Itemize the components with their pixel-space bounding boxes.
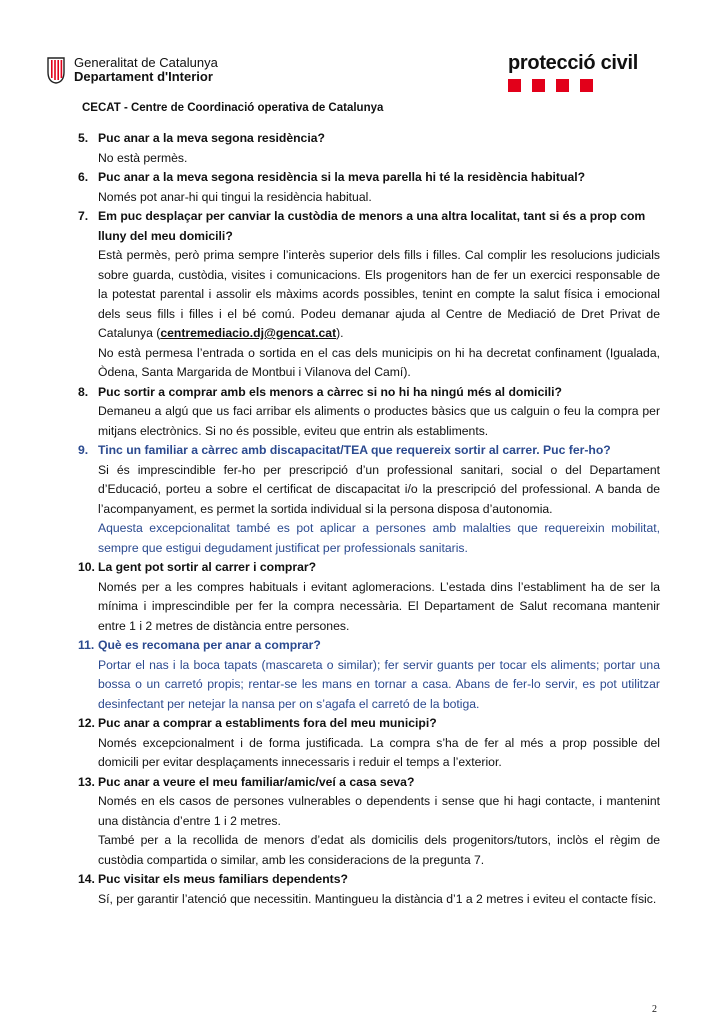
question-number: 13. xyxy=(78,774,95,789)
answer-text: Si és imprescindible fer-ho per prescripció d’un professional sanitari, social o del Departament d’Educació, porteu a sobre el certificat de discapacitat i/o la prescripció del professional. A banda de l’acompanyament, es permet la sortida individual si la persona disposa d’autonomia. xyxy=(98,462,660,516)
org-line1: Generalitat de Catalunya xyxy=(74,55,218,70)
answer-text: Només per a les compres habituals i evitant aglomeracions. L’estada dins l’establiment ha de ser la mínima i imprescindible per fer la compra necessària. El Departament de Salut recomana mantenir entre 1 i 2 metres de distància entre persones. xyxy=(98,579,660,633)
answer-text: Aquesta excepcionalitat també es pot aplicar a persones amb malalties que requereixin mobilitat, sempre que estigui degudament justificat per professionals sanitaris. xyxy=(98,521,660,555)
faq-item-9 xyxy=(78,441,660,558)
answer-text xyxy=(98,246,660,344)
question-text: La gent pot sortir al carrer i comprar? xyxy=(98,560,317,574)
answer-text-part: ). xyxy=(336,326,344,340)
answer-text: Només en els casos de persones vulnerables o dependents i sense que hi hagi contacte, i mantenint una distància d’entre 1 i 2 metres. xyxy=(98,794,660,828)
answer-text: Sí, per garantir l’atenció que necessitin. Mantingueu la distància d’1 a 2 metres i eviteu el contacte físic. xyxy=(98,891,657,906)
question-number: 11. xyxy=(78,638,95,652)
question-number: 10. xyxy=(78,560,95,574)
question-number: 6. xyxy=(78,170,89,184)
question-text: Em puc desplaçar per canviar la custòdia de menors a una altra localitat, tant si és a prop com lluny del meu domicili? xyxy=(98,209,646,243)
answer-text: No està permès. xyxy=(98,150,188,165)
faq-item-6 xyxy=(78,168,660,207)
answer-text: Portar el nas i la boca tapats (mascareta o similar); fer servir guants per tocar els aliments; portar una bossa o un carretó propis; rentar-se les mans en tornar a casa. Abans de fer-lo servir, es pot utilitzar desinfectant per netejar la nansa per on s’agafa el carretó de la botiga. xyxy=(98,657,660,711)
pc-squares-icon xyxy=(508,79,638,92)
answer-text: No està permesa l’entrada o sortida en el cas dels municipis on hi ha decretat confinament (Igualada, Òdena, Santa Margarida de Montbui i Vilanova del Camí). xyxy=(98,345,660,379)
question-number: 7. xyxy=(78,209,89,223)
question-text: Puc anar a veure el meu familiar/amic/veí a casa seva? xyxy=(98,774,415,789)
question-text: Què es recomana per anar a comprar? xyxy=(98,638,321,652)
faq-item-10 xyxy=(78,558,660,636)
org-line2: Departament d'Interior xyxy=(74,69,213,84)
org-name xyxy=(74,56,218,84)
question-number: 9. xyxy=(78,443,89,457)
answer-text: Només excepcionalment i de forma justificada. La compra s’ha de fer al més a prop possible del domicili per evitar desplaçaments innecessaris i reduir el temps a l’exterior. xyxy=(98,735,660,769)
proteccio-civil-logo xyxy=(508,52,638,92)
question-text: Puc sortir a comprar amb els menors a càrrec si no hi ha ningú més al domicili? xyxy=(98,384,562,399)
answer-text: Demaneu a algú que us faci arribar els aliments o productes bàsics que us calguin o feu la compra per mitjans electrònics. Si no és possible, eviteu que entrin als establiments. xyxy=(98,404,660,438)
question-text: Puc anar a la meva segona residència si la meva parella hi té la residència habitual? xyxy=(98,170,586,184)
page-header xyxy=(0,0,704,114)
page-number: 2 xyxy=(652,1004,657,1015)
question-text: Tinc un familiar a càrrec amb discapacitat/TEA que requereix sortir al carrer. Puc fer-ho? xyxy=(98,443,611,457)
faq-list xyxy=(78,129,660,909)
faq-item-11 xyxy=(78,636,660,714)
faq-item-13 xyxy=(78,773,660,871)
question-number: 12. xyxy=(78,716,95,730)
mediation-email-link[interactable]: centremediacio.dj@gencat.cat xyxy=(160,326,337,340)
generalitat-logo-icon xyxy=(46,56,66,84)
question-number: 5. xyxy=(78,131,89,145)
pc-title: protecció civil xyxy=(508,52,638,74)
faq-item-14 xyxy=(78,870,660,909)
faq-item-7 xyxy=(78,207,660,383)
answer-text-part: Està permès, però prima sempre l’interès superior dels fills i filles. Cal complir les resolucions judicials sobre guarda, custòdia, visites i comunicacions. Els progenitors han de fer un exercici responsable de la potestat parental i assolir els màxims acords possibles, tenint en compte la salut física i emocional dels seus fills i filles i el bé comú. Podeu demanar ajuda al Centre de Mediació de Dret Privat de Catalunya ( xyxy=(98,248,660,340)
question-number: 14. xyxy=(78,872,95,886)
answer-text: Només pot anar-hi qui tingui la residència habitual. xyxy=(98,189,372,204)
question-text: Puc anar a comprar a establiments fora del meu municipi? xyxy=(98,716,437,730)
faq-item-12 xyxy=(78,714,660,773)
question-number: 8. xyxy=(78,384,89,399)
question-text: Puc anar a la meva segona residència? xyxy=(98,131,325,145)
question-text: Puc visitar els meus familiars dependents? xyxy=(98,872,348,886)
center-title: CECAT - Centre de Coordinació operativa de Catalunya xyxy=(82,102,384,114)
faq-item-5 xyxy=(78,129,660,168)
faq-item-8 xyxy=(78,383,660,442)
answer-text: També per a la recollida de menors d’edat als domicilis dels progenitors/tutors, inclòs el règim de custòdia compartida o similar, amb les consideracions de la pregunta 7. xyxy=(98,833,660,867)
